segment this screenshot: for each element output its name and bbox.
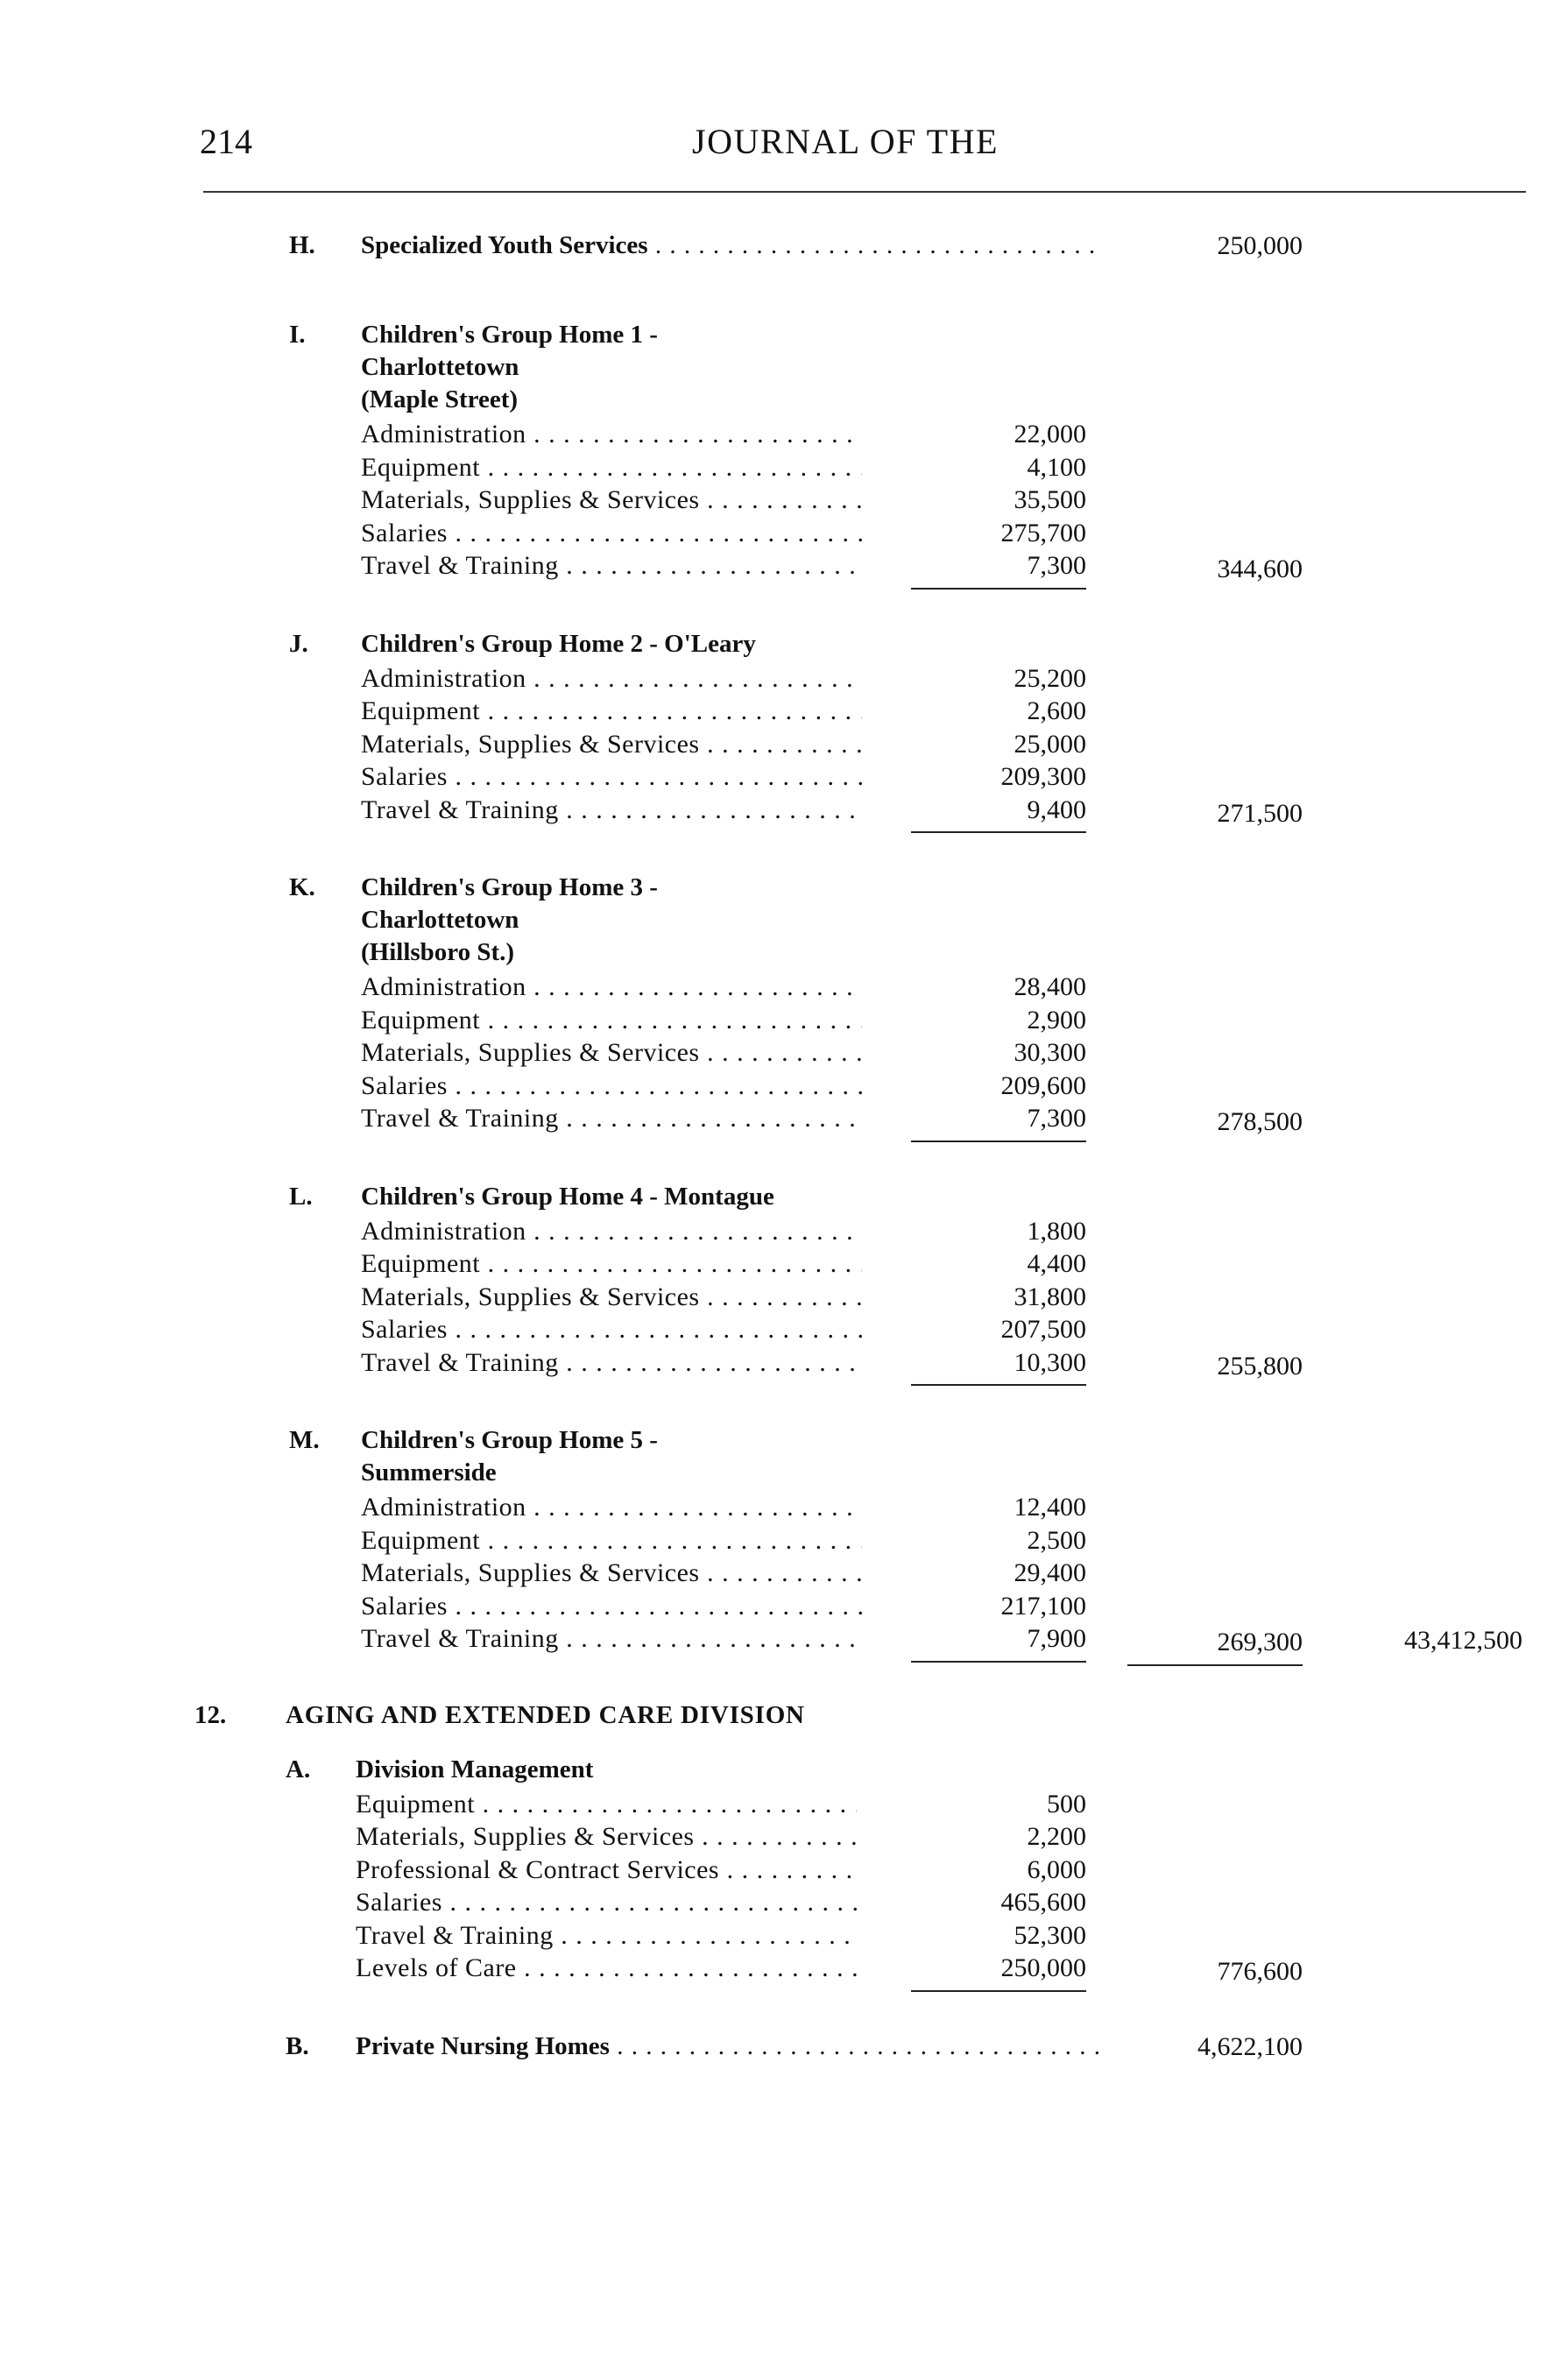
section-total: 776,600 [1217, 1957, 1303, 1986]
line-item-amount: 29,400 [1014, 1558, 1086, 1587]
section-spacer [0, 273, 1561, 319]
line-item-amount: 209,600 [1000, 1070, 1086, 1100]
line-item-label: Professional & Contract Services . . . [356, 1854, 857, 1887]
section-b [0, 2030, 1561, 2074]
section-letter: I. [289, 321, 306, 349]
line-item-amount: 4,100 [1027, 452, 1086, 482]
line-item [0, 1886, 1561, 1919]
section-letter: A. [286, 1755, 311, 1783]
section-heading [0, 319, 1561, 416]
section-spacer [0, 1379, 1561, 1424]
line-item-label: Salaries . . . [361, 517, 862, 550]
line-item-amount: 25,200 [1014, 663, 1086, 693]
line-item-label: Salaries . . . [361, 1070, 862, 1103]
line-item-label: Travel & Training . . . [361, 1102, 862, 1135]
line-item-amount: 7,300 [911, 1102, 1086, 1142]
estimates-content [0, 230, 1561, 2074]
section-j [0, 628, 1561, 827]
line-item-label: Travel & Training . . . [361, 794, 862, 827]
line-item-label: Materials, Supplies & Services . . . [361, 728, 862, 761]
section-spacer [0, 1135, 1561, 1181]
line-item [0, 1854, 1561, 1887]
line-item-label: Materials, Supplies & Services . . . [361, 1557, 862, 1590]
line-item [0, 1952, 1561, 1985]
line-item-amount: 7,900 [911, 1622, 1086, 1663]
header-rule [203, 191, 1526, 193]
section-l [0, 1181, 1561, 1380]
section-title-line: (Maple Street) [361, 385, 519, 413]
line-item-label: Materials, Supplies & Services . . . [356, 1820, 857, 1854]
section-title [361, 1181, 774, 1213]
section-title: Specialized Youth Services . . . [361, 230, 1101, 262]
section-title: Private Nursing Homes . . . [356, 2030, 1101, 2063]
line-item-label: Salaries . . . [361, 760, 862, 794]
line-item [0, 451, 1561, 484]
line-item-label: Equipment . . . [361, 695, 862, 728]
line-item-label: Administration . . . [361, 971, 862, 1004]
section-title-line: (Hillsboro St.) [361, 938, 515, 966]
section-title [361, 872, 658, 969]
section-total: 278,500 [1217, 1107, 1303, 1136]
line-item [0, 1247, 1561, 1281]
section-title [356, 1754, 593, 1786]
line-item-label: Equipment . . . [356, 1788, 857, 1821]
line-items [0, 418, 1561, 583]
section-k [0, 872, 1561, 1135]
line-item-amount: 35,500 [1014, 485, 1086, 514]
line-items [0, 971, 1561, 1135]
line-items [0, 662, 1561, 827]
line-item-amount: 6,000 [1027, 1854, 1086, 1884]
line-item-amount: 2,200 [1027, 1822, 1086, 1851]
line-item-amount: 31,800 [1014, 1282, 1086, 1311]
line-item-amount: 209,300 [1000, 762, 1086, 791]
line-items [0, 1491, 1561, 1656]
line-item [0, 1346, 1561, 1380]
line-item-label: Travel & Training . . . [356, 1919, 857, 1953]
line-item [0, 418, 1561, 451]
line-item-amount: 275,700 [1000, 518, 1086, 547]
page-number: 214 [200, 122, 252, 161]
line-item-label: Materials, Supplies & Services . . . [361, 1281, 862, 1314]
section-amount: 250,000 [1217, 231, 1303, 260]
section-heading [0, 1754, 1561, 1786]
section-h [0, 230, 1561, 273]
line-item-label: Travel & Training . . . [361, 549, 862, 583]
section-letter: L. [289, 1182, 313, 1211]
line-item-amount: 207,500 [1000, 1315, 1086, 1344]
line-item-label: Materials, Supplies & Services . . . [361, 1036, 862, 1070]
line-item-amount: 52,300 [1014, 1920, 1086, 1950]
section-title-line: Children's Group Home 2 - O'Leary [361, 629, 756, 658]
line-item [0, 1590, 1561, 1623]
division-name: AGING AND EXTENDED CARE DIVISION [286, 1700, 805, 1729]
line-item [0, 1070, 1561, 1103]
line-item-label: Levels of Care . . . [356, 1952, 857, 1985]
line-item [0, 695, 1561, 728]
section-total: 344,600 [1217, 554, 1303, 583]
line-item-label: Travel & Training . . . [361, 1622, 862, 1656]
line-item [0, 1102, 1561, 1135]
line-item-amount: 9,400 [911, 794, 1086, 834]
line-item [0, 1215, 1561, 1248]
section-title-line: Children's Group Home 3 - [361, 873, 658, 901]
line-item [0, 1622, 1561, 1656]
journal-title: JOURNAL OF THE [692, 122, 999, 161]
division-number: 12. [194, 1700, 227, 1729]
section-title-line: Children's Group Home 4 - Montague [361, 1182, 774, 1211]
line-item-label: Travel & Training . . . [361, 1346, 862, 1380]
line-item-label: Administration . . . [361, 1491, 862, 1524]
section-letter: H. [289, 231, 315, 259]
section-spacer [0, 583, 1561, 628]
line-item [0, 1788, 1561, 1821]
line-item [0, 662, 1561, 696]
line-item [0, 760, 1561, 794]
line-item-label: Administration . . . [361, 662, 862, 696]
line-item-amount: 12,400 [1014, 1493, 1086, 1522]
line-item-amount: 30,300 [1014, 1038, 1086, 1067]
section-title [361, 628, 756, 660]
line-item [0, 1557, 1561, 1590]
section-title-line: Division Management [356, 1755, 594, 1783]
section-a [0, 1754, 1561, 1985]
line-item-label: Materials, Supplies & Services . . . [361, 484, 862, 517]
section-title-line: Children's Group Home 1 - [361, 321, 658, 349]
section-spacer [0, 1985, 1561, 2030]
line-item [0, 549, 1561, 583]
section-i [0, 319, 1561, 583]
section-m [0, 1424, 1561, 1656]
section-heading [0, 1424, 1561, 1489]
line-item-amount: 7,300 [911, 549, 1086, 590]
section-spacer [0, 826, 1561, 872]
division-total: 43,412,500 [1404, 1626, 1522, 1655]
section-heading [0, 872, 1561, 969]
division-heading [0, 1699, 1561, 1754]
line-item [0, 1036, 1561, 1070]
line-item [0, 728, 1561, 761]
line-item-amount: 217,100 [1000, 1591, 1086, 1621]
section-total: 271,500 [1217, 798, 1303, 828]
line-item-label: Salaries . . . [361, 1590, 862, 1623]
section-amount: 4,622,100 [1197, 2031, 1303, 2061]
line-item-amount: 500 [1047, 1789, 1086, 1819]
line-item [0, 794, 1561, 827]
section-letter: J. [289, 629, 308, 658]
section-total: 255,800 [1217, 1351, 1303, 1381]
line-item [0, 1919, 1561, 1953]
line-item-amount: 25,000 [1014, 729, 1086, 759]
section-title-line: Charlottetown [361, 353, 519, 381]
section-heading [0, 1181, 1561, 1213]
line-item-label: Salaries . . . [361, 1313, 862, 1346]
line-item [0, 1524, 1561, 1557]
line-item-label: Administration . . . [361, 1215, 862, 1248]
line-item-label: Equipment . . . [361, 1524, 862, 1557]
line-item-amount: 250,000 [911, 1952, 1086, 1992]
line-item-label: Administration . . . [361, 418, 862, 451]
section-title-line: Summerside [361, 1458, 497, 1487]
section-total: 269,300 [1127, 1626, 1303, 1666]
section-title [361, 1424, 658, 1489]
line-item [0, 1491, 1561, 1524]
line-item [0, 1004, 1561, 1037]
section-title-line: Children's Group Home 5 - [361, 1426, 658, 1454]
line-item-amount: 465,600 [1000, 1888, 1086, 1917]
line-item-amount: 2,900 [1027, 1005, 1086, 1035]
line-items [0, 1215, 1561, 1380]
section-letter: B. [286, 2031, 309, 2060]
line-item-amount: 1,800 [1027, 1216, 1086, 1246]
line-item-amount: 28,400 [1014, 972, 1086, 1001]
line-item [0, 971, 1561, 1004]
line-item-label: Equipment . . . [361, 451, 862, 484]
section-title-line: Charlottetown [361, 906, 519, 934]
line-item-label: Equipment . . . [361, 1247, 862, 1281]
line-item-amount: 4,400 [1027, 1249, 1086, 1278]
line-item [0, 1313, 1561, 1346]
section-letter: M. [289, 1426, 320, 1454]
line-item-label: Salaries . . . [356, 1886, 857, 1919]
line-item [0, 484, 1561, 517]
section-spacer [0, 1656, 1561, 1699]
line-item-amount: 10,300 [911, 1346, 1086, 1387]
line-items [0, 1788, 1561, 1985]
line-item [0, 517, 1561, 550]
line-item [0, 1281, 1561, 1314]
section-letter: K. [289, 873, 315, 901]
section-title [361, 319, 658, 416]
running-head [0, 121, 1561, 173]
line-item-amount: 2,500 [1027, 1525, 1086, 1555]
line-item-amount: 22,000 [1014, 420, 1086, 448]
line-item [0, 1820, 1561, 1854]
section-heading [0, 628, 1561, 660]
line-item-label: Equipment . . . [361, 1004, 862, 1037]
line-item-amount: 2,600 [1027, 696, 1086, 725]
